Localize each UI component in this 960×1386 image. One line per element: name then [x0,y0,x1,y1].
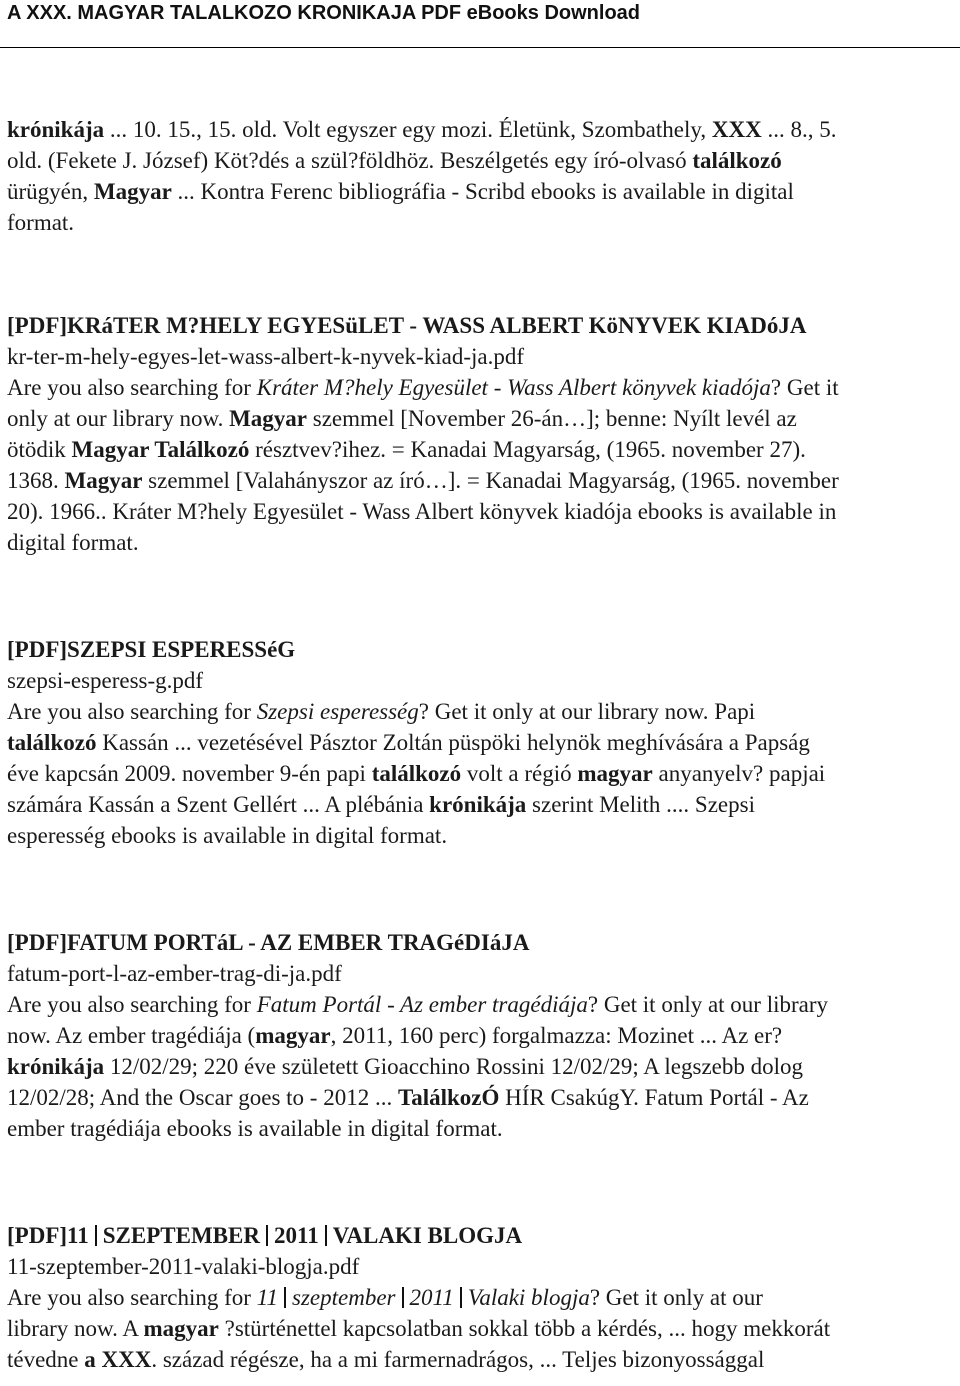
text-line [7,1020,955,1051]
highlighted-term: találkozó [7,730,97,755]
text-line [7,820,955,851]
text-line [7,403,955,434]
text-line [7,1051,955,1082]
search-query-text: Szepsi esperesség [256,699,419,724]
body-text: szemmel [November 26-án…]; benne: Nyílt levél az [307,406,797,431]
result-title-link[interactable]: [PDF]FATUM PORTáL - AZ EMBER TRAGéDIáJA [7,930,530,955]
body-text: Are you also searching for [7,375,257,400]
body-text: éve kapcsán 2009. november 9-én papi [7,761,372,786]
body-text: ötödik [7,437,72,462]
highlighted-term: a XXX [84,1347,152,1372]
body-text: format. [7,210,75,235]
search-result-entry [7,927,955,1144]
body-text: ... 8., 5. [761,117,837,142]
body-text: Are you also searching for [7,1285,257,1310]
text-line [7,727,955,758]
body-text: tévedne [7,1347,85,1372]
text-line [7,176,955,207]
separator-bar [266,1225,268,1246]
text-line [7,496,955,527]
text-line [7,434,955,465]
text-line [7,789,955,820]
highlighted-term: krónikája [429,792,527,817]
body-text: only at our library now. [7,406,230,431]
text-line [7,989,955,1020]
highlighted-term: Magyar [64,468,143,493]
highlighted-term: TalálkozÓ [397,1085,500,1110]
body-text: 12/02/28; And the Oscar goes to - 2012 ... [7,1085,398,1110]
body-text: digital format. [7,530,139,555]
body-text: library now. A [7,1316,144,1341]
search-result-entry [7,310,955,558]
intro-snippet [7,114,955,238]
body-text: ? Get it only at our library now. Papi [418,699,756,724]
text-line [7,465,955,496]
result-filename: fatum-port-l-az-ember-trag-di-ja.pdf [7,961,342,986]
header-divider [0,47,960,48]
body-text: ... 10. 15., 15. old. Volt egyszer egy mozi. Életünk, Szombathely, [104,117,712,142]
highlighted-term: magyar [577,761,653,786]
body-text: számára Kassán a Szent Gellért ... A plébánia [7,792,430,817]
result-title-link[interactable]: [PDF]KRáTER M?HELY EGYESüLET - WASS ALBERT KöNYVEK KIADóJA [7,313,807,338]
separator-bar [284,1287,286,1308]
search-result-entry [7,1220,955,1375]
body-text: szerint Melith .... Szepsi [526,792,755,817]
body-text: ?stürténettel kapcsolatban sokkal több a kérdés, ... hogy mekkorát [218,1316,831,1341]
body-text: now. Az ember tragédiája ( [7,1023,256,1048]
text-line [7,696,955,727]
body-text: ... Kontra Ferenc bibliográfia - Scribd ebooks is available in digital [171,179,794,204]
body-text: ürügyén, [7,179,94,204]
body-text: ? Get it only at our library [587,992,829,1017]
body-text: 12/02/29; 220 éve született Gioacchino Rossini 12/02/29; A legszebb dolog [104,1054,804,1079]
body-text: anyanyelv? papjai [652,761,826,786]
highlighted-term: találkozó [371,761,462,786]
result-filename: 11-szeptember-2011-valaki-blogja.pdf [7,1254,360,1279]
highlighted-term: XXX [711,117,762,142]
search-query-text: 11 szeptember 2011 Valaki blogja [256,1285,590,1310]
body-text: Kassán ... vezetésével Pásztor Zoltán püspöki helynök meghívására a Papság [96,730,810,755]
body-text: ? Get it [770,375,839,400]
search-query-text: Kráter M?hely Egyesület - Wass Albert könyvek kiadója [256,375,771,400]
text-line [7,207,955,238]
text-line [7,372,955,403]
body-text: Are you also searching for [7,992,257,1017]
body-text: ? Get it only at our [589,1285,763,1310]
body-text: HÍR CsakúgY. Fatum Portál - Az [499,1085,809,1110]
body-text: résztvev?ihez. = Kanadai Magyarság, (1965. november 27). [249,437,806,462]
body-text: 1368. [7,468,65,493]
text-line [7,1082,955,1113]
highlighted-term: Magyar [229,406,307,431]
body-text: szemmel [Valahányszor az író…]. = Kanadai Magyarság, (1965. november [142,468,839,493]
search-result-entry [7,634,955,851]
separator-bar [402,1287,404,1308]
text-line [7,527,955,558]
text-line [7,758,955,789]
body-text: old. (Fekete J. József) Köt?dés a szül?földhöz. Beszélgetés egy író-olvasó [7,148,693,173]
highlighted-term: krónikája [7,117,105,142]
search-query-text: Fatum Portál - Az ember tragédiája [256,992,588,1017]
body-text: volt a régió [461,761,578,786]
highlighted-term: Magyar Találkozó [71,437,250,462]
text-line [7,114,955,145]
result-filename: kr-ter-m-hely-egyes-let-wass-albert-k-nyvek-kiad-ja.pdf [7,344,524,369]
separator-bar [460,1287,462,1308]
highlighted-term: krónikája [7,1054,105,1079]
text-line [7,1113,955,1144]
body-text: Are you also searching for [7,699,257,724]
result-title-link[interactable]: [PDF]11 SZEPTEMBER 2011 VALAKI BLOGJA [7,1223,523,1248]
document-header-title: A XXX. MAGYAR TALALKOZO KRONIKAJA PDF eBooks Download [7,2,640,24]
separator-bar [325,1225,327,1246]
body-text: ember tragédiája ebooks is available in digital format. [7,1116,503,1141]
highlighted-term: magyar [143,1316,219,1341]
highlighted-term: találkozó [692,148,782,173]
highlighted-term: Magyar [93,179,172,204]
text-line [7,1313,955,1344]
body-text: esperesség ebooks is available in digital format. [7,823,448,848]
body-text: . század régésze, ha a mi farmernadrágos, ... Teljes bizonyossággal [151,1347,765,1372]
text-line [7,1344,955,1375]
text-line [7,1282,955,1313]
highlighted-term: magyar [255,1023,331,1048]
result-title-link[interactable]: [PDF]SZEPSI ESPERESSéG [7,637,296,662]
separator-bar [95,1225,97,1246]
result-filename: szepsi-esperess-g.pdf [7,668,204,693]
body-text: , 2011, 160 perc) forgalmazza: Mozinet ... Az er? [330,1023,783,1048]
text-line [7,145,955,176]
body-text: 20). 1966.. Kráter M?hely Egyesület - Wass Albert könyvek kiadója ebooks is available in [7,499,837,524]
